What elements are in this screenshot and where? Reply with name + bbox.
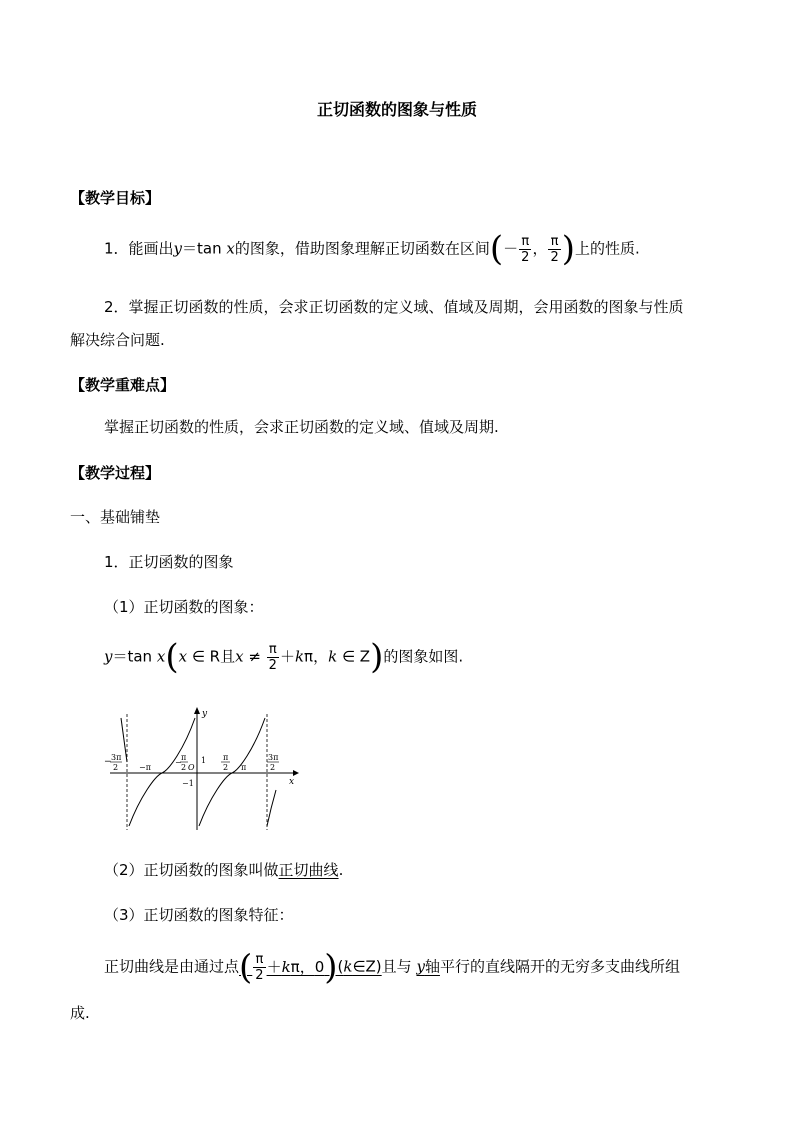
tan-branch-left-partial — [121, 718, 127, 762]
tan-branch-left — [129, 718, 195, 826]
tangent-graph — [100, 702, 305, 832]
tan-branch-middle — [199, 718, 265, 826]
right-paren: ) — [370, 637, 384, 677]
comma: ， — [532, 239, 548, 258]
term-tangent-curve: 正切曲线 — [278, 861, 339, 879]
var-y: y — [173, 239, 183, 258]
goal-1-eq: ＝tan — [182, 239, 227, 258]
fraction-pi-over-2: $\frac{\pi}{2}$ — [255, 951, 264, 983]
label-neg3pi-num: 3π — [111, 753, 122, 762]
section-heading-process: 【教学过程】 — [70, 464, 161, 482]
label-one: 1 — [201, 756, 207, 765]
keypoint-text: 掌握正切函数的性质，会求正切函数的定义域、值域及周期. — [104, 418, 499, 436]
y-axis-arrow — [194, 707, 200, 714]
y-axis-label: y — [202, 709, 208, 719]
label-neg-pi: −π — [139, 763, 151, 772]
goal-1-suffix: 上的性质. — [575, 239, 640, 258]
goal-2-line-1: 2．掌握正切函数的性质，会求正切函数的定义域、值域及周期，会用函数的图象与性质 — [104, 298, 684, 316]
left-paren: ( — [239, 947, 253, 987]
label-3pi2-den: 2 — [270, 763, 276, 772]
label-neg-one: −1 — [182, 779, 194, 788]
section-heading-keypoints: 【教学重难点】 — [70, 376, 176, 394]
section-heading-goals: 【教学目标】 — [70, 189, 161, 207]
tan-formula: y＝tan x(x ∈ R且x ≠ $\frac{\pi}{2}$ ＋kπ，k ∈ Z)的图象如图. — [104, 637, 464, 677]
label-3pi2-num: 3π — [268, 753, 279, 762]
goal-2-line-2: 解决综合问题. — [70, 331, 165, 349]
var-x: x — [226, 239, 235, 258]
right-paren: ) — [324, 947, 338, 987]
label-pi: π — [241, 763, 247, 772]
page-title: 正切函数的图象与性质 — [316, 100, 477, 119]
tan-branch-right-partial — [267, 790, 276, 826]
left-paren: ( — [489, 229, 504, 269]
sub-2: （2）正切函数的图象叫做正切曲线. — [104, 861, 344, 879]
label-negpi2-num: π — [181, 753, 187, 762]
left-paren: ( — [165, 637, 179, 677]
x-axis-arrow — [293, 770, 299, 776]
sub-3: （3）正切函数的图象特征： — [104, 906, 294, 924]
label-minus: − — [104, 757, 112, 767]
right-paren: ) — [561, 229, 575, 269]
label-minus-2: − — [175, 758, 182, 767]
label-negpi2-den: 2 — [181, 763, 187, 772]
part-1-heading: 一、基础铺垫 — [70, 508, 161, 526]
item-1: 1．正切函数的图象 — [104, 553, 234, 571]
goal-1-prefix: 1．能画出 — [104, 239, 174, 258]
feature-line-1: 正切曲线是由通过点( $\frac{\pi}{2}$ ＋kπ，0)(k∈Z)且与 y轴平行的直线隔开的无穷多支曲线所组 — [104, 947, 680, 987]
x-axis-label: x — [289, 777, 295, 787]
fraction-pi-over-2: $\frac{\pi}{2}$ — [550, 233, 559, 265]
label-neg3pi-den: 2 — [113, 763, 119, 772]
goal-1 — [104, 229, 640, 269]
fraction-pi-over-2: $\frac{\pi}{2}$ — [268, 641, 277, 673]
feature-line-2: 成. — [70, 1004, 90, 1022]
origin-label: O — [188, 763, 195, 772]
minus-sign: － — [503, 239, 519, 258]
label-pi2-den: 2 — [223, 763, 229, 772]
label-pi2-num: π — [223, 753, 229, 762]
fraction-neg-pi-over-2: $\frac{\pi}{2}$ — [521, 233, 530, 265]
goal-1-middle: 的图象，借助图象理解正切函数在区间 — [234, 239, 490, 258]
sub-1: （1）正切函数的图象： — [104, 598, 264, 616]
